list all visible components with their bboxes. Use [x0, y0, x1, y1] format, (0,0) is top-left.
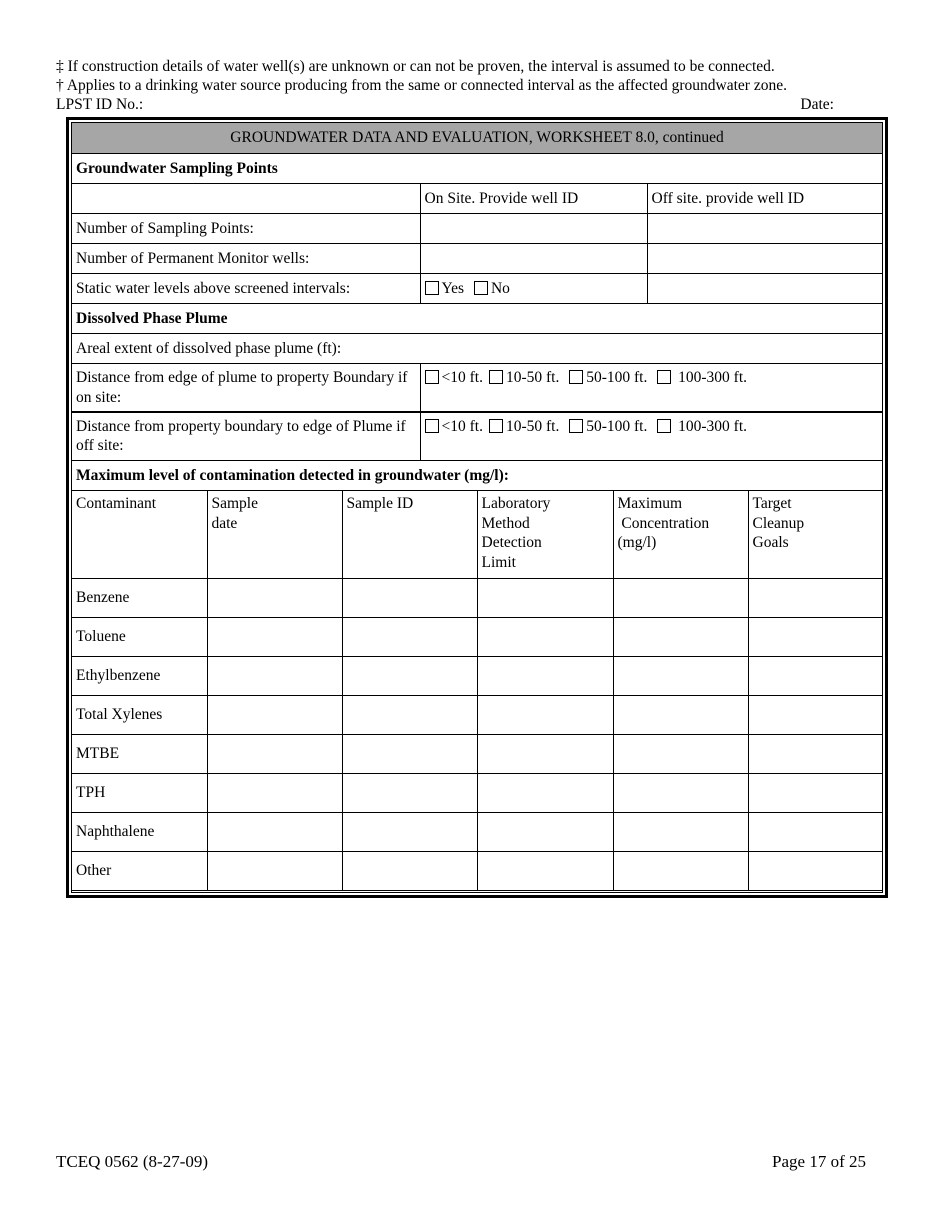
max-concentration-field[interactable]: [613, 617, 748, 656]
target-goals-field[interactable]: [748, 578, 882, 617]
no-checkbox[interactable]: [474, 281, 488, 295]
col-target-line1: Target: [752, 495, 792, 512]
col-contaminant: Contaminant: [72, 490, 207, 578]
footnote-double-dagger: ‡ If construction details of water well(s) are unknown or can not be proven, the interval is assumed to be connected.: [56, 58, 775, 75]
max-concentration-field[interactable]: [613, 578, 748, 617]
col-sample-id: Sample ID: [342, 490, 477, 578]
max-concentration-field[interactable]: [613, 851, 748, 890]
offsite-distance-label: Distance from property boundary to edge of Plume if off site:: [72, 412, 420, 461]
sample-id-field[interactable]: [342, 851, 477, 890]
onsite-lt10-checkbox[interactable]: [425, 370, 439, 384]
static-levels-offsite-field[interactable]: [647, 274, 882, 304]
col-max-line3: (mg/l): [617, 534, 657, 551]
target-goals-field[interactable]: [748, 734, 882, 773]
target-goals-field[interactable]: [748, 851, 882, 890]
col-max-line2: Concentration: [617, 514, 710, 532]
max-concentration-field[interactable]: [613, 656, 748, 695]
onsite-50-100-checkbox[interactable]: [569, 370, 583, 384]
onsite-lt10-label: <10 ft.: [441, 369, 483, 386]
sample-date-field[interactable]: [207, 812, 342, 851]
areal-extent-label: Areal extent of dissolved phase plume (ft):: [76, 339, 342, 357]
col-lab-line3: Detection: [481, 534, 542, 551]
sample-date-field[interactable]: [207, 734, 342, 773]
lpst-id-label: LPST ID No.:: [56, 96, 144, 113]
form-id: TCEQ 0562 (8-27-09): [56, 1152, 209, 1171]
contaminant-name: Other: [72, 851, 207, 890]
target-goals-field[interactable]: [748, 617, 882, 656]
contaminant-name: Total Xylenes: [72, 695, 207, 734]
sample-id-field[interactable]: [342, 773, 477, 812]
sample-id-field[interactable]: [342, 617, 477, 656]
sample-id-field[interactable]: [342, 734, 477, 773]
table-row: [72, 695, 882, 734]
max-concentration-field[interactable]: [613, 734, 748, 773]
col-target-line3: Goals: [752, 534, 789, 551]
sampling-heading: Groundwater Sampling Points: [72, 154, 882, 184]
sample-date-field[interactable]: [207, 773, 342, 812]
yes-label: Yes: [441, 279, 465, 297]
sample-id-field[interactable]: [342, 578, 477, 617]
table-row: [72, 851, 882, 890]
contaminant-name: TPH: [72, 773, 207, 812]
empty-header-cell: [72, 184, 420, 214]
lab-mdl-field[interactable]: [477, 617, 613, 656]
contaminant-name: MTBE: [72, 734, 207, 773]
col-max-line1: Maximum: [617, 495, 683, 512]
no-label: No: [490, 279, 510, 297]
offsite-50-100-checkbox[interactable]: [569, 419, 583, 433]
col-lab-mdl: [477, 490, 613, 578]
permanent-wells-offsite-field[interactable]: [647, 244, 882, 274]
static-levels-label: Static water levels above screened intervals:: [72, 274, 420, 304]
lab-mdl-field[interactable]: [477, 656, 613, 695]
table-row: [72, 812, 882, 851]
target-goals-field[interactable]: [748, 695, 882, 734]
plume-heading: Dissolved Phase Plume: [72, 304, 882, 334]
sample-id-field[interactable]: [342, 695, 477, 734]
worksheet-frame: [66, 117, 888, 898]
page-number: Page 17 of 25: [772, 1152, 866, 1171]
lab-mdl-field[interactable]: [477, 851, 613, 890]
col-lab-line4: Limit: [481, 553, 516, 571]
onsite-distance-label: Distance from edge of plume to property Boundary if on site:: [72, 364, 420, 412]
table-row: [72, 773, 882, 812]
contaminant-table: [72, 490, 882, 891]
onsite-50-100-label: 50-100 ft.: [586, 369, 648, 386]
sample-id-field[interactable]: [342, 656, 477, 695]
sample-id-field[interactable]: [342, 812, 477, 851]
onsite-10-50-checkbox[interactable]: [489, 370, 503, 384]
permanent-wells-onsite-field[interactable]: [420, 244, 647, 274]
offsite-10-50-label: 10-50 ft.: [505, 417, 560, 435]
number-points-label: Number of Sampling Points:: [72, 214, 420, 244]
areal-extent-field[interactable]: [72, 334, 882, 364]
permanent-wells-label: Number of Permanent Monitor wells:: [72, 244, 420, 274]
contaminant-rows: [72, 578, 882, 890]
offsite-lt10-checkbox[interactable]: [425, 419, 439, 433]
lab-mdl-field[interactable]: [477, 695, 613, 734]
table-row: [72, 617, 882, 656]
target-goals-field[interactable]: [748, 656, 882, 695]
contamination-heading: Maximum level of contamination detected in groundwater (mg/l):: [72, 461, 882, 491]
target-goals-field[interactable]: [748, 773, 882, 812]
footnote-dagger: † Applies to a drinking water source producing from the same or connected interval as the affected groundwater zone.: [56, 77, 787, 94]
number-points-onsite-field[interactable]: [420, 214, 647, 244]
max-concentration-field[interactable]: [613, 773, 748, 812]
col-sample-date-line2: date: [211, 514, 238, 532]
target-goals-field[interactable]: [748, 812, 882, 851]
col-lab-line2: Method: [481, 514, 530, 532]
offsite-100-300-label: 100-300 ft.: [678, 417, 748, 435]
onsite-100-300-checkbox[interactable]: [657, 370, 671, 384]
sample-date-field[interactable]: [207, 851, 342, 890]
worksheet-inner: [71, 122, 883, 893]
contaminant-name: Benzene: [72, 578, 207, 617]
col-lab-line1: Laboratory: [481, 495, 551, 512]
contaminant-name: Ethylbenzene: [72, 656, 207, 695]
lpst-header-row: [56, 95, 834, 114]
sample-date-field[interactable]: [207, 695, 342, 734]
col-max-concentration: [613, 490, 748, 578]
offsite-column-header: Off site. provide well ID: [647, 184, 882, 214]
max-concentration-field[interactable]: [613, 812, 748, 851]
offsite-100-300-checkbox[interactable]: [657, 419, 671, 433]
col-sample-date: [207, 490, 342, 578]
col-target-line2: Cleanup: [752, 514, 805, 532]
contaminant-name: Naphthalene: [72, 812, 207, 851]
table-row: [72, 656, 882, 695]
onsite-distance-options: [420, 364, 882, 412]
offsite-lt10-label: <10 ft.: [441, 417, 483, 435]
sampling-table: [72, 123, 882, 491]
offsite-10-50-checkbox[interactable]: [489, 419, 503, 433]
lab-mdl-field[interactable]: [477, 773, 613, 812]
table-row: [72, 734, 882, 773]
table-row: [72, 578, 882, 617]
onsite-column-header: On Site. Provide well ID: [420, 184, 647, 214]
col-target-goals: [748, 490, 882, 578]
onsite-100-300-label: 100-300 ft.: [678, 369, 748, 386]
sample-date-field[interactable]: [207, 656, 342, 695]
lab-mdl-field[interactable]: [477, 578, 613, 617]
yes-checkbox[interactable]: [425, 281, 439, 295]
onsite-10-50-label: 10-50 ft.: [505, 369, 560, 386]
col-sample-date-line1: Sample: [211, 495, 258, 512]
max-concentration-field[interactable]: [613, 695, 748, 734]
sample-date-field[interactable]: [207, 617, 342, 656]
offsite-distance-options: [420, 412, 882, 461]
worksheet-title: GROUNDWATER DATA AND EVALUATION, WORKSHEET 8.0, continued: [72, 123, 882, 154]
lab-mdl-field[interactable]: [477, 812, 613, 851]
static-levels-options: [420, 274, 647, 304]
sample-date-field[interactable]: [207, 578, 342, 617]
contaminant-name: Toluene: [72, 617, 207, 656]
offsite-50-100-label: 50-100 ft.: [586, 417, 648, 435]
date-label: Date:: [800, 96, 834, 113]
number-points-offsite-field[interactable]: [647, 214, 882, 244]
lab-mdl-field[interactable]: [477, 734, 613, 773]
